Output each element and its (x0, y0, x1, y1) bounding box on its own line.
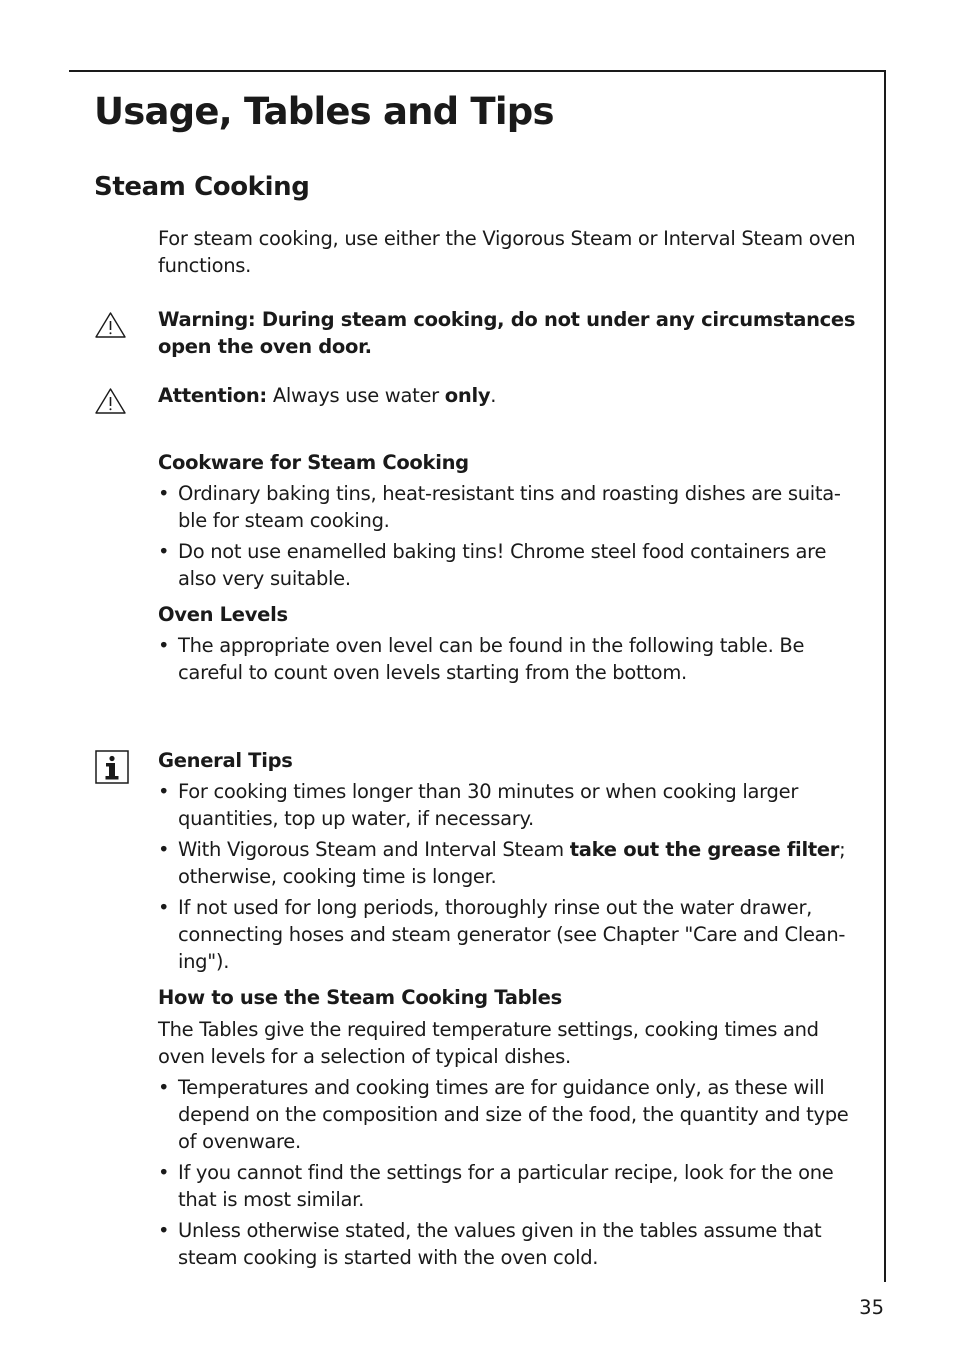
how-to-heading: How to use the Steam Cooking Tables (158, 986, 562, 1009)
how-to-list (158, 1074, 864, 1271)
attention-text (158, 382, 864, 409)
oven-levels-list (158, 632, 864, 686)
right-rule (884, 70, 886, 1282)
tip-text-before: With Vigorous Steam and Interval Steam (178, 838, 570, 861)
cookware-section (158, 449, 864, 686)
general-tips-heading: General Tips (158, 749, 293, 772)
list-item: • If not used for long periods, thoroughly rinse out the water drawer, connecting hoses and steam generator (see Chapter "Care and Clean-ing"). (158, 894, 864, 975)
general-tips-list (158, 778, 864, 975)
intro-text: For steam cooking, use either the Vigorous Steam or Interval Steam oven functions. (158, 227, 856, 277)
warning-block (158, 306, 864, 360)
warning-text: Warning: During steam cooking, do not under any circumstances open the oven door. (158, 308, 856, 358)
page-number: 35 (859, 1296, 884, 1319)
tip-bold: take out the grease filter (569, 838, 840, 861)
how-to-intro: The Tables give the required temperature settings, cooking times and oven levels for a selection of typical dishes. (158, 1018, 819, 1068)
section-title: Steam Cooking (94, 172, 310, 202)
oven-levels-heading: Oven Levels (158, 603, 288, 626)
list-item: • If you cannot find the settings for a particular recipe, look for the one that is most similar. (158, 1159, 864, 1213)
list-item: • Unless otherwise stated, the values given in the tables assume that steam cooking is started with the oven cold. (158, 1217, 864, 1271)
cookware-list (158, 480, 864, 592)
attention-bold: only (444, 384, 491, 407)
tip-text-after: ; otherwise, cooking time is longer. (178, 838, 846, 888)
info-icon (95, 750, 129, 784)
attention-text-after: . (490, 384, 497, 407)
list-item: • For cooking times longer than 30 minutes or when cooking larger quantities, top up water, if necessary. (158, 778, 864, 832)
list-item (158, 836, 864, 890)
top-rule (69, 70, 886, 72)
warning-triangle-icon (94, 387, 127, 415)
list-item: • Temperatures and cooking times are for guidance only, as these will depend on the composition and size of the food, the quantity and type of ovenware. (158, 1074, 864, 1155)
attention-label: Attention: (158, 384, 267, 407)
attention-text-before: Always use water (266, 384, 445, 407)
attention-block (158, 382, 864, 409)
page-title: Usage, Tables and Tips (94, 90, 554, 133)
list-item: • Ordinary baking tins, heat-resistant tins and roasting dishes are suita-ble for steam cooking. (158, 480, 864, 534)
list-item: • The appropriate oven level can be found in the following table. Be careful to count oven levels starting from the bottom. (158, 632, 864, 686)
list-item: • Do not use enamelled baking tins! Chrome steel food containers are also very suitable. (158, 538, 864, 592)
general-tips-section (158, 747, 864, 1271)
warning-triangle-icon (94, 311, 127, 339)
cookware-heading: Cookware for Steam Cooking (158, 451, 469, 474)
intro-paragraph (158, 225, 864, 279)
